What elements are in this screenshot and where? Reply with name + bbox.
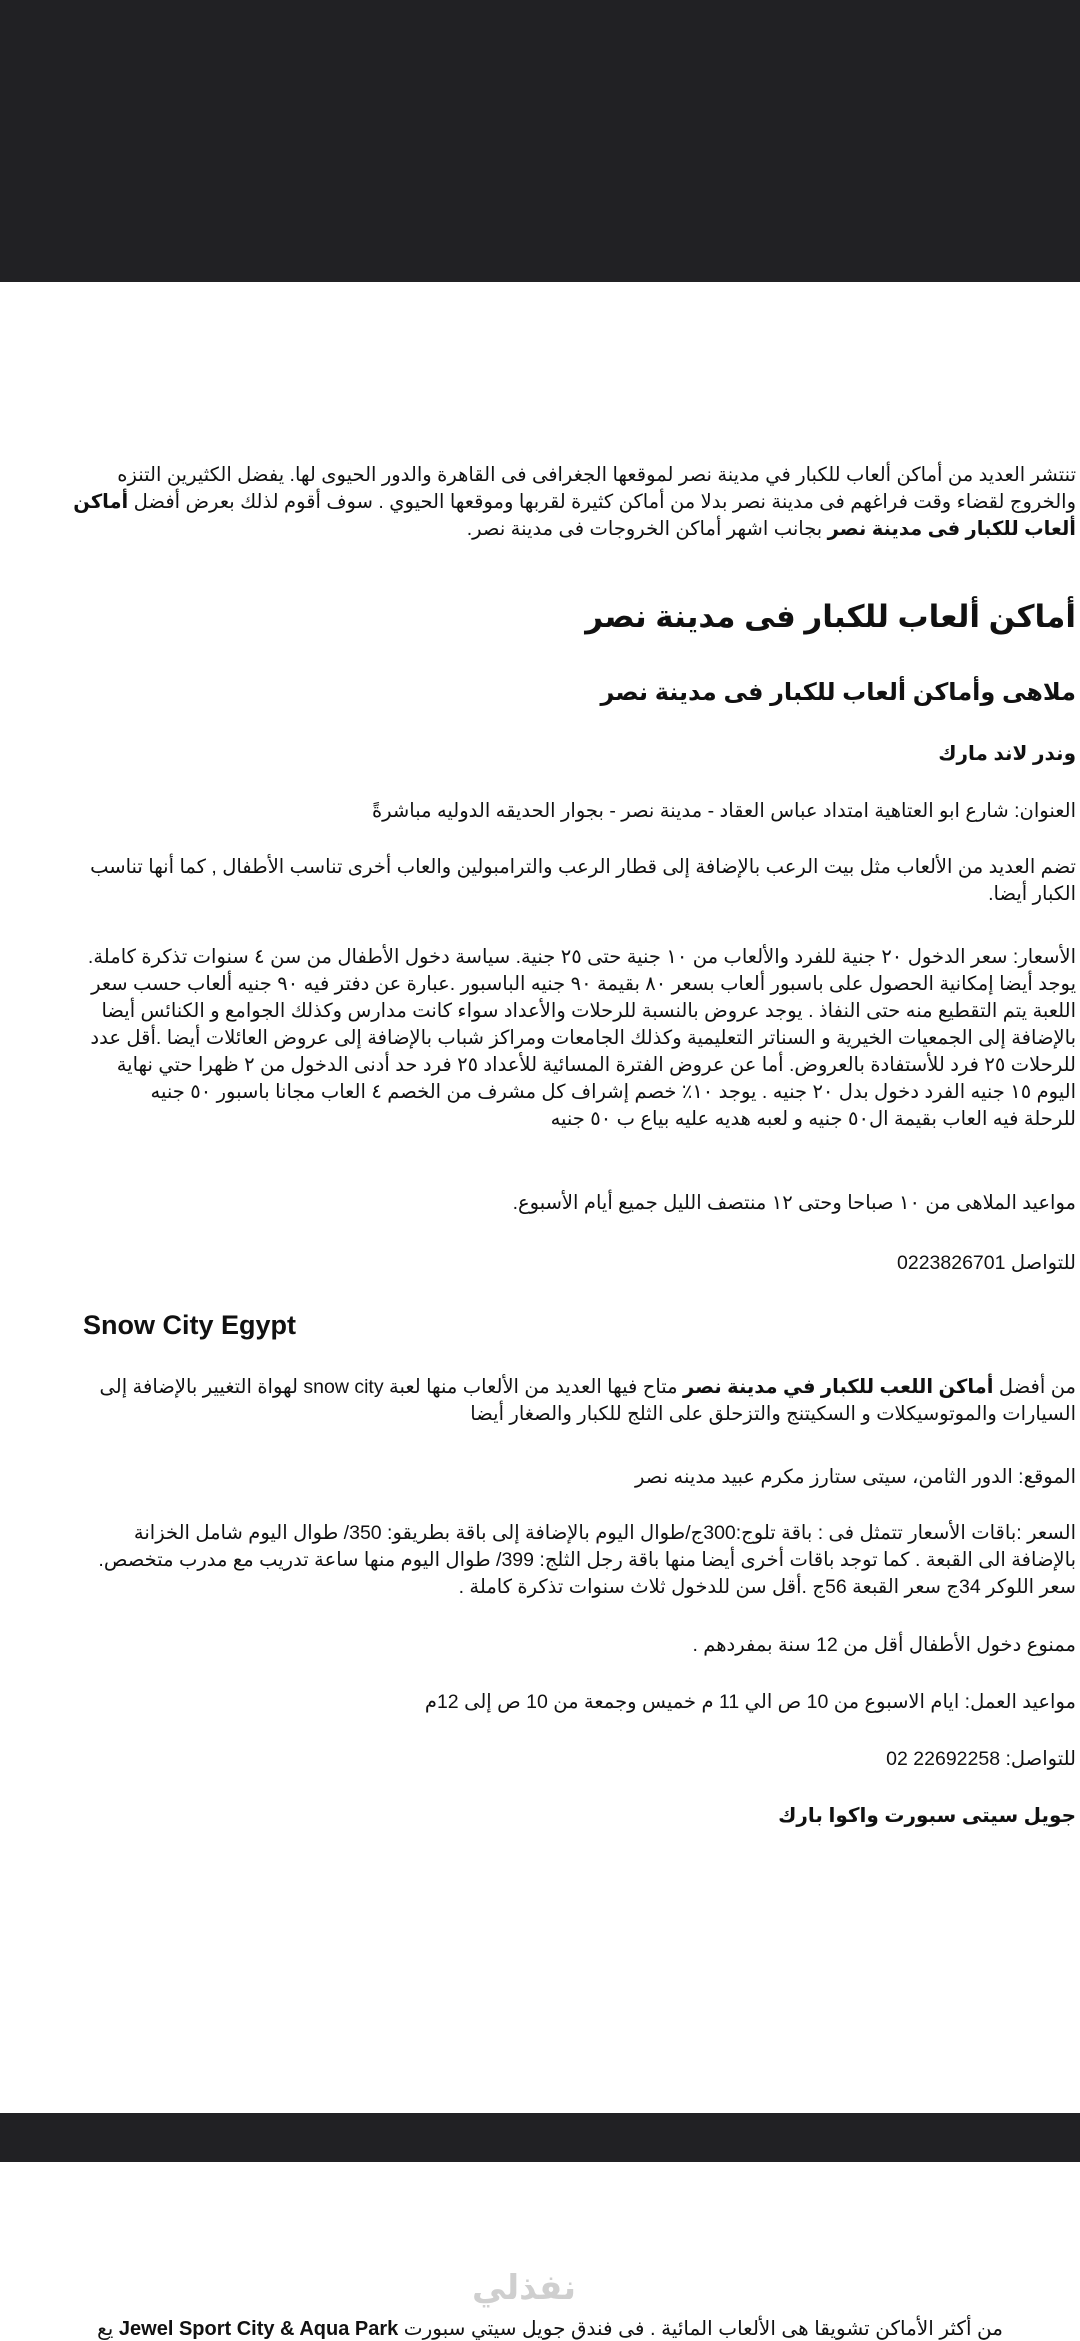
snow-city-hours: مواعيد العمل: ايام الاسبوع من 10 ص الي 11 م خميس وجمعة من 10 ص إلى 12م (424, 1691, 1076, 1713)
intro-line-3 (83, 516, 1076, 543)
wonderland-games (83, 854, 1076, 908)
sub-heading: ملاهى وأماكن ألعاب للكبار فى مدينة نصر (600, 679, 1076, 706)
intro-line-1: تنتشر العديد من أماكن ألعاب للكبار في مدينة نصر لموقعها الجغرافى فى القاهرة والدور الحيوى لها. يفضل الكثيرين التنزه (117, 464, 1076, 486)
wonderland-hours: مواعيد الملاهى من ١٠ صباحا وحتى ١٢ منتصف الليل جميع أيام الأسبوع. (512, 1192, 1076, 1214)
wonderland-address: العنوان: شارع ابو العتاهية امتداد عباس العقاد - مدينة نصر - بجوار الحديقه الدوليه مباشرةً (371, 800, 1076, 822)
jewel-teaser-line (83, 2316, 1003, 2341)
wonderland-prices-line: للرحلة فيه العاب بقيمة ال٥٠ جنيه و لعبه هديه عليه بياع ب ٥٠ جنيه (550, 1108, 1076, 1130)
wonderland-prices-line: اليوم ١٥ جنيه الفرد دخول بدل ٢٠ جنيه . يوجد ١٠٪ خصم إشراف كل مشرف من الخصم ٤ العاب مجانا باسبور ٥٠ جنيه (150, 1081, 1076, 1103)
jewel-teaser-text: من أكثر الأماكن تشويقا هى الألعاب المائية . فى فندق جويل سيتي سبورت (398, 2318, 1003, 2340)
intro-line-2-text: والخروج لقضاء وقت فراغهم فى مدينة نصر بدلا من أماكن كثيرة لقربها وموقعها الحيوي . سوف أقوم لذلك بعرض أفضل (128, 491, 1076, 513)
snow-city-desc-rest: متاح فيها العديد من الألعاب منها لعبة snow city لهواة التغيير بالإضافة إلى (99, 1376, 684, 1398)
snow-city-desc-prefix: من أفضل (993, 1376, 1076, 1398)
intro-line-3-text: بجانب اشهر أماكن الخروجات فى مدينة نصر. (466, 518, 828, 540)
main-heading: أماكن ألعاب للكبار فى مدينة نصر (585, 599, 1076, 634)
snow-city-age-rule: ممنوع دخول الأطفال أقل من 12 سنة بمفردهم . (692, 1634, 1076, 1656)
snow-city-prices (83, 1520, 1076, 1601)
wonderland-games-line-2: الكبار أيضا. (988, 883, 1076, 905)
page-break-band (0, 2113, 1080, 2162)
intro-line-2 (73, 489, 1076, 516)
intro-bold-places: أماكن (73, 491, 129, 513)
snow-city-price-line: السعر :باقات الأسعار تتمثل فى : باقة تلوج:300ج/طوال اليوم بالإضافة إلى باقة بطريقو: 350/ طوال اليوم شامل الخزانة (133, 1522, 1076, 1544)
wonderland-prices-line: بالإضافة إلى الجمعيات الخيرية و السناتر التعليمية وكذلك الجامعات ومراكز شباب بالإضافة إلى عروض العائلات أيضا .أقل عدد (90, 1027, 1076, 1049)
snow-city-title: Snow City Egypt (83, 1310, 297, 1340)
wonderland-title: وندر لاند مارك (938, 743, 1076, 765)
snow-city-price-line: بالإضافة الى القبعة . كما توجد باقات أخرى أيضا منها باقة رجل الثلج: 399/ طوال اليوم منها ساعة تدريب مع مدرب متخصص. (98, 1549, 1076, 1571)
snow-city-desc-line-1 (83, 1374, 1076, 1401)
intro-bold-keyword: ألعاب للكبار فى مدينة نصر (827, 518, 1076, 540)
wonderland-prices-line: الأسعار: سعر الدخول ٢٠ جنية للفرد والألعاب من ١٠ جنية حتى ٢٥ جنية. سياسة دخول الأطفال من سن ٤ سنوات تذكرة كاملة. (87, 946, 1076, 968)
snow-city-desc-keyword: أماكن اللعب للكبار في مدينة نصر (683, 1376, 994, 1398)
snow-city-price-line: سعر اللوكر 34ج سعر القبعة 56ج .أقل سن للدخول ثلاث سنوات تذكرة كاملة . (458, 1576, 1076, 1598)
snow-city-description (83, 1374, 1076, 1428)
jewel-teaser-brand: Jewel Sport City & Aqua Park (118, 2318, 399, 2340)
snow-city-location: الموقع: الدور الثامن، سيتى ستارز مكرم عبيد مدينه نصر (635, 1466, 1076, 1488)
wonderland-prices-line: اللعبة يتم التقطيع منه حتى النفاذ . يوجد عروض بالنسبة للرحلات والأعداد سواء كانت مدارس وكذلك الجوامع و الكنائس أيضا (101, 1000, 1076, 1022)
wonderland-games-line-1: تضم العديد من الألعاب مثل بيت الرعب بالإضافة إلى قطار الرعب والترامبولين والعاب أخرى تناسب الأطفال , كما أنها تناسب (90, 856, 1076, 878)
jewel-teaser-tail: يع (97, 2318, 119, 2340)
wonderland-prices-line: للرحلات ٢٥ فرد للأستفادة بالعروض. أما عن عروض الفترة المسائية للأعداد ٢٥ فرد حد أدنى الدخول من ٢ ظهرا حتي نهاية (116, 1054, 1076, 1076)
top-dark-band (0, 0, 1080, 282)
wonderland-contact: للتواصل 0223826701 (897, 1252, 1076, 1274)
wonderland-prices-line: يوجد أيضا إمكانية الحصول على باسبور ألعاب بسعر ٨٠ بقيمة ٩٠ جنيه الباسبور .عبارة عن دفتر فيه ٩٠ جنيه ألعاب حسب سعر (91, 973, 1076, 995)
snow-city-desc-line-2: السيارات والموتوسيكلات و السكيتنج والتزحلق على الثلج للكبار والصغار أيضا (470, 1403, 1076, 1425)
watermark-logo: نفذلي (472, 2269, 577, 2307)
jewel-title: جويل سيتى سبورت واكوا بارك (778, 1805, 1076, 1827)
wonderland-prices (83, 944, 1076, 1133)
intro-paragraph (73, 462, 1076, 543)
snow-city-contact: للتواصل: 22692258 02 (886, 1748, 1076, 1770)
